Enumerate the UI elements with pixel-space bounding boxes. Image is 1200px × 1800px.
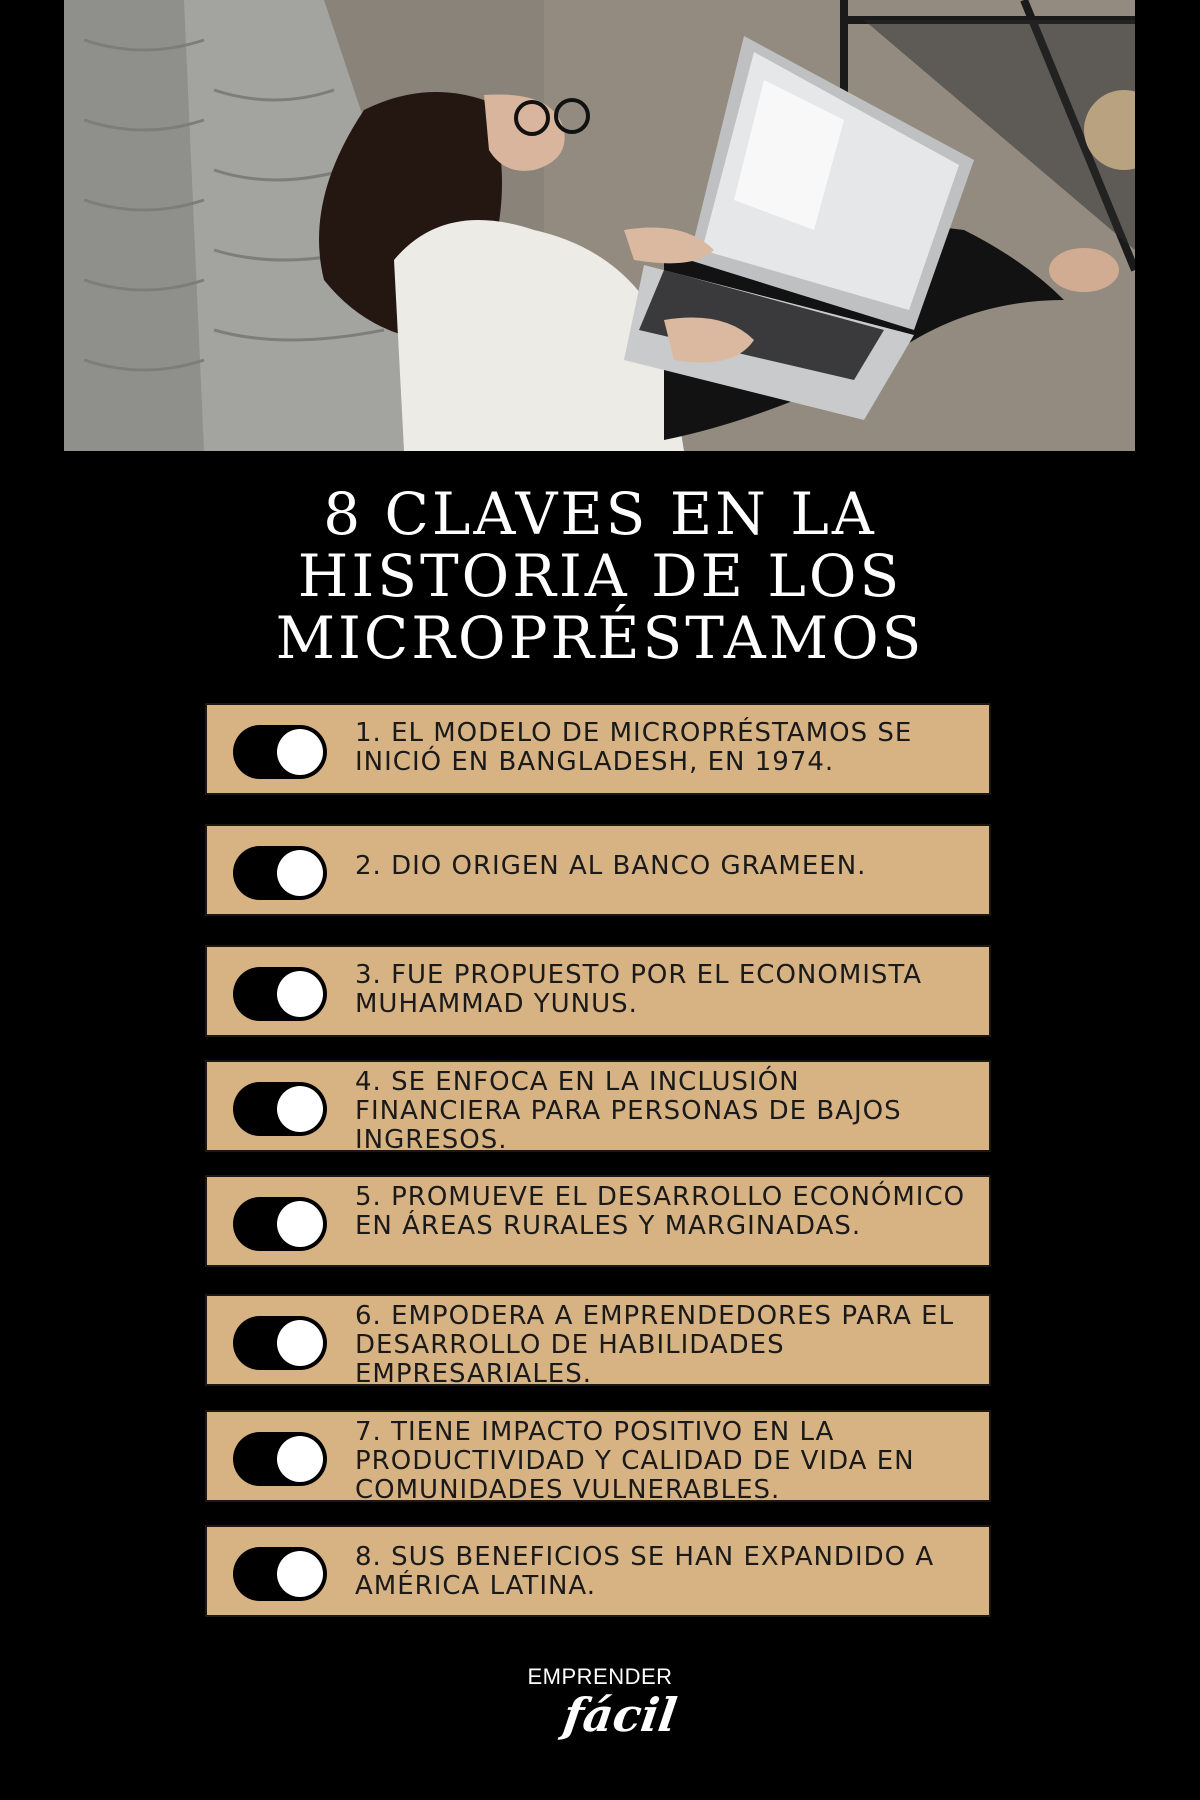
toggle-switch[interactable] [233, 846, 327, 900]
toggle-switch[interactable] [233, 725, 327, 779]
key-item-2 [205, 824, 991, 916]
toggle-switch[interactable] [233, 1432, 327, 1486]
toggle-knob [277, 729, 323, 775]
key-item-8 [205, 1525, 991, 1617]
key-item-text: 3. FUE PROPUESTO POR EL ECONOMISTA MUHAMMAD YUNUS. [355, 960, 923, 1019]
title-line-2: HISTORIA DE LOS [297, 542, 903, 610]
hero-photo-illustration [64, 0, 1135, 451]
key-item-text: 2. DIO ORIGEN AL BANCO GRAMEEN. [355, 851, 867, 881]
toggle-switch[interactable] [233, 1547, 327, 1601]
toggle-knob [277, 1201, 323, 1247]
key-item-1 [205, 703, 991, 795]
page-title [0, 480, 1200, 672]
key-item-7 [205, 1410, 991, 1505]
toggle-switch[interactable] [233, 1316, 327, 1370]
key-item-text: 7. TIENE IMPACTO POSITIVO EN LA PRODUCTIVIDAD Y CALIDAD DE VIDA EN COMUNIDADES VULNERABLES. [355, 1417, 915, 1505]
toggle-switch[interactable] [233, 967, 327, 1021]
toggle-switch[interactable] [233, 1197, 327, 1251]
logo-line-2: fácil [559, 1688, 681, 1742]
toggle-knob [277, 1320, 323, 1366]
toggle-knob [277, 1086, 323, 1132]
key-item-text: 1. EL MODELO DE MICROPRÉSTAMOS SE INICIÓ EN BANGLADESH, EN 1974. [355, 718, 913, 777]
key-item-3 [205, 945, 991, 1037]
toggle-knob [277, 1551, 323, 1597]
key-item-6 [205, 1294, 991, 1389]
hero-photo-woman-with-laptop [64, 0, 1135, 451]
toggle-switch[interactable] [233, 1082, 327, 1136]
toggle-knob [277, 850, 323, 896]
toggle-knob [277, 971, 323, 1017]
key-item-text: 8. SUS BENEFICIOS SE HAN EXPANDIDO A AMÉRICA LATINA. [355, 1542, 935, 1601]
key-item-5 [205, 1175, 991, 1267]
key-item-text: 4. SE ENFOCA EN LA INCLUSIÓN FINANCIERA PARA PERSONAS DE BAJOS INGRESOS. [355, 1067, 902, 1155]
emprender-facil-logo [500, 1664, 700, 1764]
toggle-knob [277, 1436, 323, 1482]
key-item-text: 6. EMPODERA A EMPRENDEDORES PARA EL DESARROLLO DE HABILIDADES EMPRESARIALES. [355, 1301, 955, 1389]
logo-line-1: EMPRENDER [527, 1664, 673, 1689]
key-item-4 [205, 1060, 991, 1155]
title-line-3: MICROPRÉSTAMOS [275, 604, 925, 672]
title-line-1: 8 CLAVES EN LA [323, 480, 877, 548]
key-item-text: 5. PROMUEVE EL DESARROLLO ECONÓMICO EN ÁREAS RURALES Y MARGINADAS. [355, 1182, 966, 1241]
